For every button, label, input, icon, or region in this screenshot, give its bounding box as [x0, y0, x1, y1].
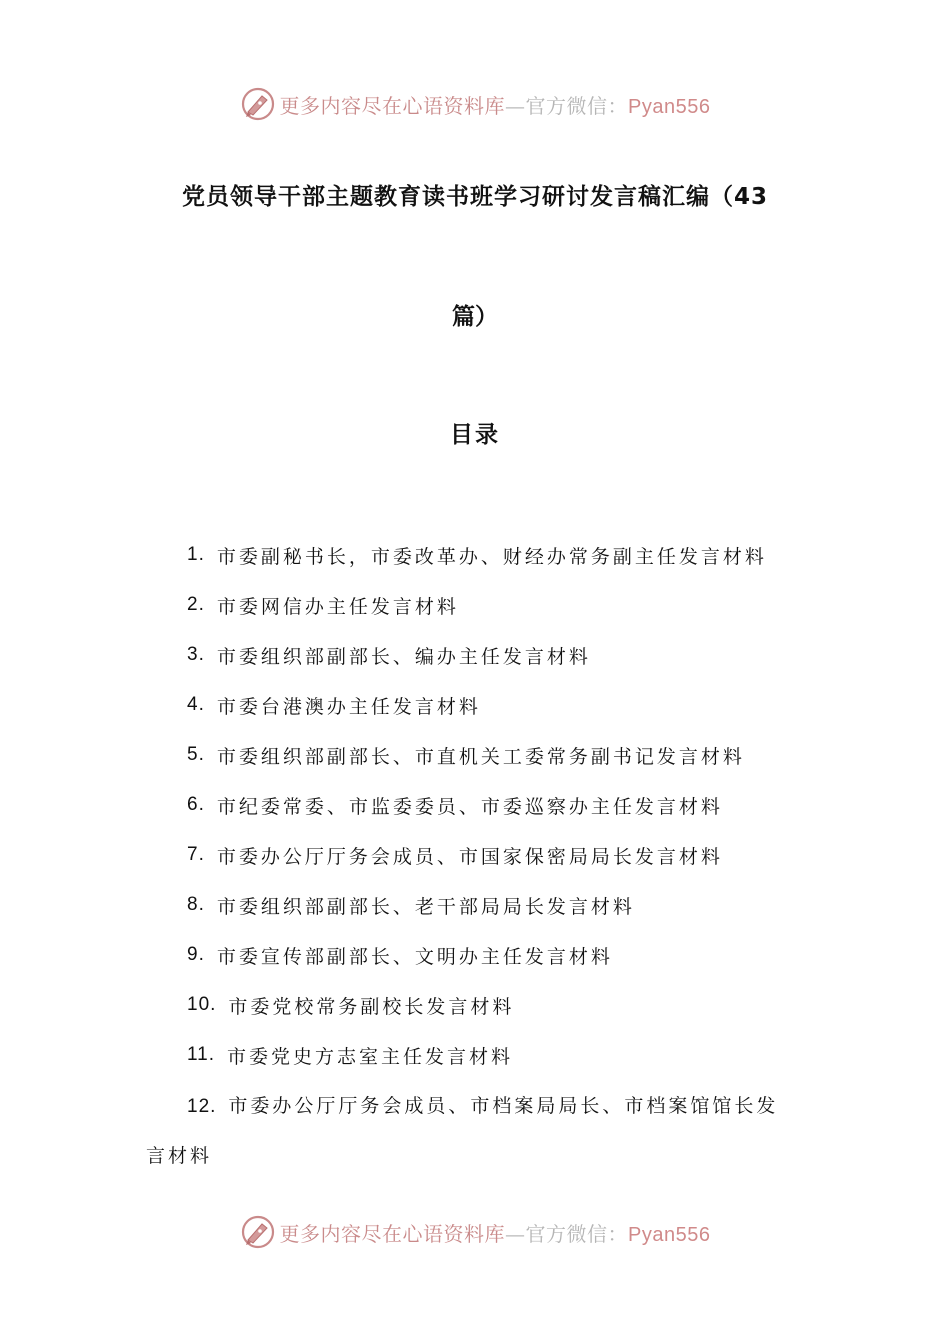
toc-item[interactable]	[0, 780, 950, 830]
watermark-text	[280, 90, 711, 119]
watermark-dash: —	[505, 1221, 526, 1246]
toc-heading: 目录	[450, 422, 500, 448]
toc-item[interactable]	[0, 880, 950, 930]
toc-item[interactable]	[0, 930, 950, 980]
header-watermark	[0, 84, 950, 124]
watermark-brand: 更多内容尽在心语资料库	[279, 1221, 506, 1246]
toc-item[interactable]	[0, 580, 950, 630]
toc-item-number: 1.	[187, 544, 205, 565]
document-title-line1: 党员领导干部主题教育读书班学习研讨发言稿汇编（43	[181, 184, 768, 210]
toc-item[interactable]	[0, 530, 950, 580]
toc-item-text: 市纪委常委、市监委委员、市委巡察办主任发言材料	[216, 795, 723, 818]
toc-item-number: 10.	[187, 994, 217, 1015]
watermark-brand: 更多内容尽在心语资料库	[279, 93, 506, 118]
toc-item-number: 8.	[187, 894, 205, 915]
toc-item[interactable]	[0, 680, 950, 730]
watermark-dash: —	[505, 93, 526, 118]
toc-item-text: 市委副秘书长，市委改革办、财经办常务副主任发言材料	[216, 545, 767, 568]
document-title-line2: 篇）	[452, 304, 498, 330]
toc-item-text: 市委组织部副部长、编办主任发言材料	[216, 645, 591, 668]
watermark-wechat-id: Pyan556	[628, 95, 711, 118]
pen-nib-logo-icon	[240, 1214, 276, 1250]
watermark-text	[280, 1218, 711, 1247]
toc-item-number: 7.	[187, 844, 205, 865]
toc-item[interactable]	[0, 1030, 950, 1080]
toc-item-continuation: 言材料	[146, 1145, 213, 1167]
toc-item-number: 5.	[187, 744, 205, 765]
toc-item-text: 市委网信办主任发言材料	[216, 595, 459, 618]
toc-item-text: 市委组织部副部长、老干部局局长发言材料	[216, 895, 635, 918]
toc-item[interactable]	[0, 1080, 950, 1170]
toc-item-first-line	[0, 1092, 950, 1120]
toc-item-number: 6.	[187, 794, 205, 815]
watermark-wechat-label: 官方微信：	[525, 93, 629, 118]
toc-item-text: 市委党校常务副校长发言材料	[228, 995, 515, 1018]
toc-item-number: 3.	[187, 644, 205, 665]
toc-item-number: 12.	[187, 1096, 217, 1117]
toc-item-text: 市委党史方志室主任发言材料	[227, 1045, 514, 1068]
watermark-wechat-id: Pyan556	[628, 1223, 711, 1246]
toc-item-text: 市委台港澳办主任发言材料	[216, 695, 481, 718]
toc-item[interactable]	[0, 830, 950, 880]
toc-item-number: 2.	[187, 594, 205, 615]
toc-item-text: 市委办公厅厅务会成员、市档案局局长、市档案馆馆长发	[228, 1095, 779, 1117]
toc-item-number: 4.	[187, 694, 205, 715]
footer-watermark	[0, 1212, 950, 1252]
toc-item-number: 11.	[187, 1044, 216, 1065]
toc-item[interactable]	[0, 630, 950, 680]
watermark-wechat-label: 官方微信：	[525, 1221, 629, 1246]
toc-item-number: 9.	[187, 944, 205, 965]
toc-item-text: 市委宣传部副部长、文明办主任发言材料	[216, 945, 613, 968]
toc-item[interactable]	[0, 730, 950, 780]
toc-list	[0, 530, 950, 1170]
toc-item-text: 市委办公厅厅务会成员、市国家保密局局长发言材料	[216, 845, 723, 868]
toc-item-text: 市委组织部副部长、市直机关工委常务副书记发言材料	[216, 745, 745, 768]
toc-item[interactable]	[0, 980, 950, 1030]
pen-nib-logo-icon	[240, 86, 276, 122]
